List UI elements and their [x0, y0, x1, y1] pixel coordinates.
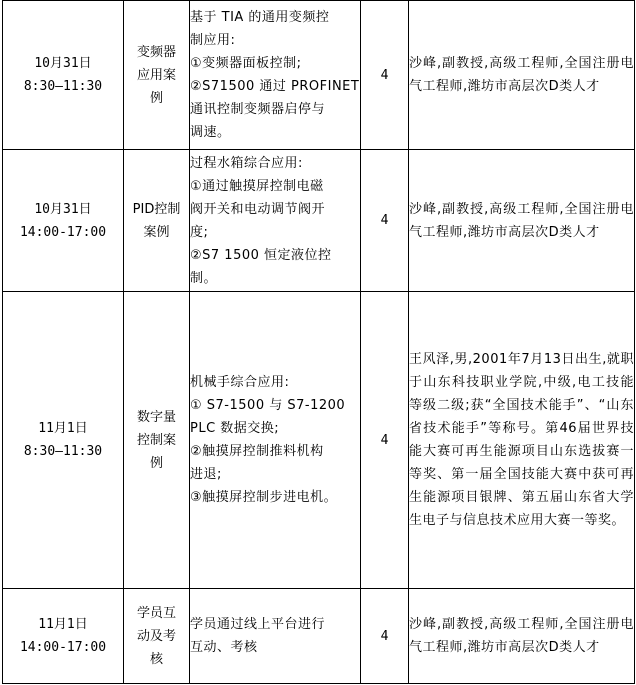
case-line: 案例: [143, 224, 170, 240]
table-row: [3, 150, 635, 292]
table-row: [3, 292, 635, 589]
case-line: 核: [149, 651, 163, 667]
table-row: [3, 589, 635, 684]
case-line: 数字量: [136, 409, 176, 425]
content-line: 互动、考核: [190, 640, 258, 655]
content-line: ①通过触摸屏控制电磁: [190, 178, 324, 194]
case-line: 动及考: [136, 628, 176, 644]
teacher-cell: 沙峰,副教授,高级工程师,全国注册电气工程师,潍坊市高层次D类人才: [409, 150, 635, 292]
content-line: 学员通过线上平台进行: [190, 617, 326, 632]
content-line: 调速。: [190, 125, 231, 140]
content-line: ②S7 1500 恒定液位控: [190, 247, 332, 263]
case-line: 应用案: [136, 67, 176, 83]
date: 11月1日: [38, 421, 88, 436]
case-cell: [124, 150, 190, 292]
teacher-cell: 沙峰,副教授,高级工程师,全国注册电气工程师,潍坊市高层次D类人才: [409, 1, 635, 150]
case-cell: [124, 1, 190, 150]
case-line: 学员互: [136, 605, 176, 621]
time: 8:30—11:30: [23, 79, 103, 94]
date: 10月31日: [34, 56, 92, 71]
date-time-cell: [3, 1, 124, 150]
time: 14:00-17:00: [19, 224, 107, 240]
time: 14:00-17:00: [19, 640, 107, 655]
content-line: 机械手综合应用:: [190, 375, 290, 390]
hours-cell: 4: [361, 589, 409, 684]
content-line: PLC 数据交换;: [190, 421, 280, 436]
case-line: 例: [149, 455, 163, 471]
hours-cell: 4: [361, 150, 409, 292]
case-line: 例: [149, 90, 163, 106]
date: 11月1日: [38, 617, 88, 632]
training-schedule-table: [2, 0, 635, 684]
teacher-cell: 王风泽,男,2001年7月13日出生,就职于山东科技职业学院,中级,电工技能等级二级;获“全国技术能手”、“山东省技术能手”等称号。第46届世界技能大赛可再生能源项目山东选拔赛一等奖、第一届全国技能大赛中获可再生能源项目银牌、第五届山东省大学生电子与信息技术应用大赛一等奖。: [409, 292, 635, 589]
case-line: 控制案: [136, 432, 176, 448]
case-line: 变频器: [136, 44, 176, 60]
content-line: ②S71500 通过 PROFINET: [190, 79, 360, 94]
content-cell: [190, 292, 361, 589]
hours-cell: 4: [361, 292, 409, 589]
hours-cell: 4: [361, 1, 409, 150]
content-cell: [190, 150, 361, 292]
date: 10月31日: [34, 201, 92, 217]
content-line: ②触摸屏控制推料机构: [190, 444, 324, 459]
content-line: 通讯控制变频器启停与: [190, 102, 326, 117]
content-line: ① S7-1500 与 S7-1200: [190, 398, 346, 413]
content-line: 制应用:: [190, 33, 236, 48]
content-line: 进退;: [190, 467, 222, 482]
table-row: [3, 1, 635, 150]
date-time-cell: [3, 292, 124, 589]
content-line: 过程水箱综合应用:: [190, 155, 303, 171]
content-cell: [190, 589, 361, 684]
date-time-cell: [3, 150, 124, 292]
content-cell: [190, 1, 361, 150]
content-line: 基于 TIA 的通用变频控: [190, 10, 330, 25]
case-cell: [124, 589, 190, 684]
teacher-cell: 沙峰,副教授,高级工程师,全国注册电气工程师,潍坊市高层次D类人才: [409, 589, 635, 684]
case-cell: [124, 292, 190, 589]
time: 8:30—11:30: [23, 444, 103, 459]
content-line: ③触摸屏控制步进电机。: [190, 490, 338, 505]
date-time-cell: [3, 589, 124, 684]
content-line: 阀开关和电动调节阀开: [190, 201, 326, 217]
content-line: ①变频器面板控制;: [190, 56, 302, 71]
content-line: 度;: [190, 224, 209, 240]
content-line: 制。: [190, 270, 218, 286]
case-line: PID控制: [132, 201, 181, 217]
